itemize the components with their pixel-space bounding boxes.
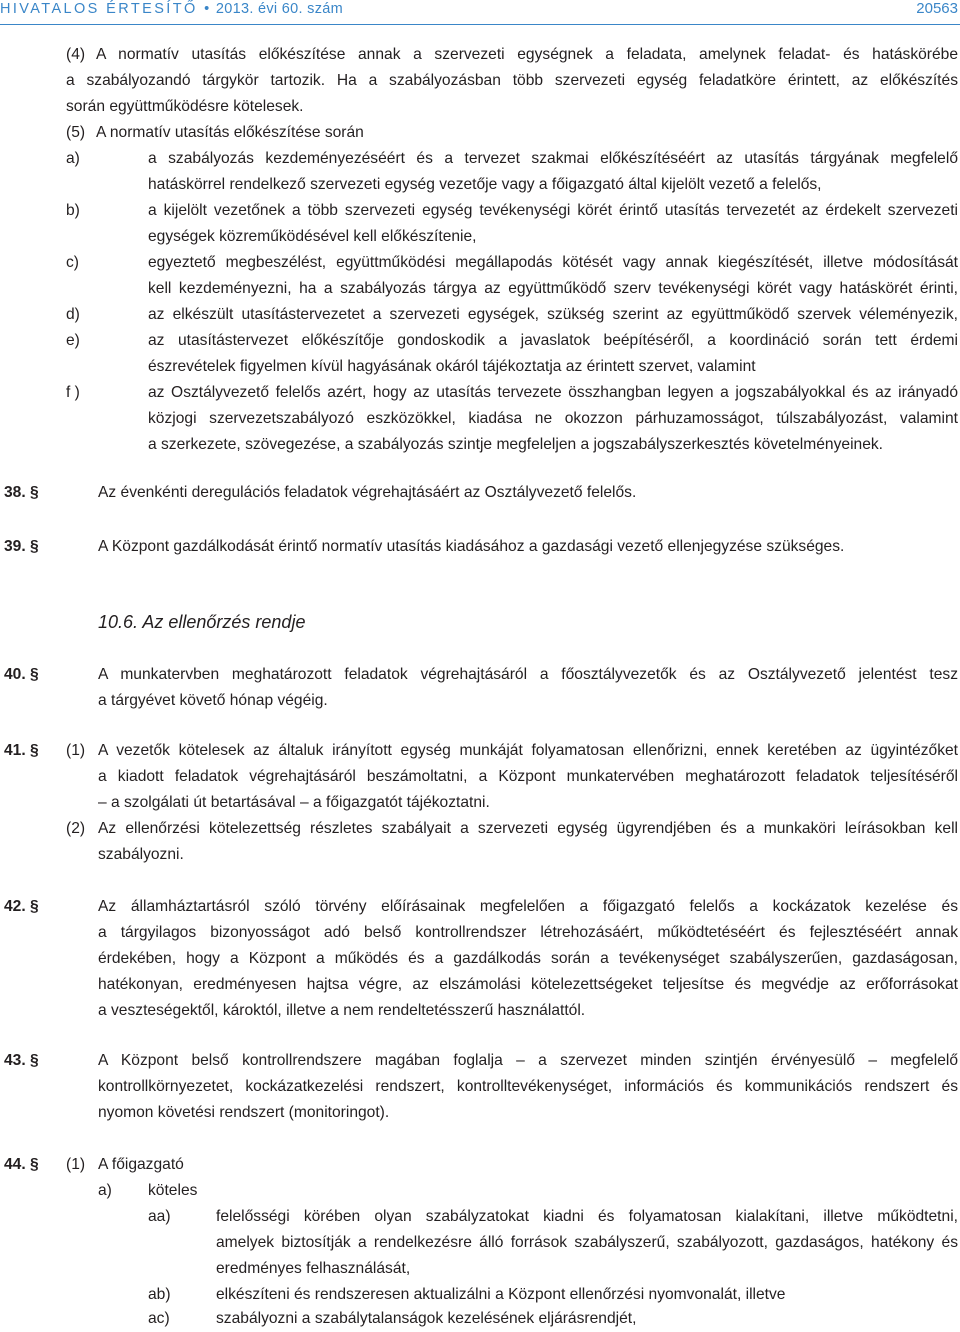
section-number: 44. § — [4, 1156, 39, 1173]
publication-title: HIVATALOS ÉRTESÍTŐ • 2013. évi 60. szám — [0, 1, 344, 17]
section-number: 40. § — [4, 666, 39, 683]
section-text: A Központ gazdálkodását érintő normatív utasítás kiadásához a gazdasági vezető ellenjegyzése szükséges. — [98, 538, 845, 555]
item-label: f ) — [66, 384, 80, 401]
subitem-label: ac) — [148, 1310, 170, 1327]
paragraph-label: (1) — [66, 742, 86, 759]
item-label: c) — [66, 254, 79, 271]
section-heading: 10.6. Az ellenőrzés rendje — [98, 612, 306, 632]
section-number: 41. § — [4, 742, 39, 759]
item-label: d) — [66, 306, 80, 323]
page-number: 20563 — [916, 0, 958, 17]
item-label: a) — [66, 150, 80, 167]
issue-label: 2013. évi 60. szám — [215, 1, 344, 17]
section-number: 39. § — [4, 538, 39, 555]
section-number: 38. § — [4, 484, 39, 501]
paragraph-label: (4) — [66, 46, 86, 63]
paragraph-label: (5) — [66, 124, 86, 141]
section-number: 42. § — [4, 898, 39, 915]
header-divider — [0, 24, 960, 25]
paragraph-label: (1) — [66, 1156, 86, 1173]
subitem-label: ab) — [148, 1286, 171, 1303]
paragraph-label: (2) — [66, 820, 86, 837]
item-label: b) — [66, 202, 80, 219]
section-number: 43. § — [4, 1052, 39, 1069]
item-label: a) — [98, 1182, 112, 1199]
item-label: e) — [66, 332, 80, 349]
subitem-label: aa) — [148, 1208, 171, 1225]
section-text: Az évenkénti deregulációs feladatok végrehajtásáért az Osztályvezető felelős. — [98, 484, 637, 501]
